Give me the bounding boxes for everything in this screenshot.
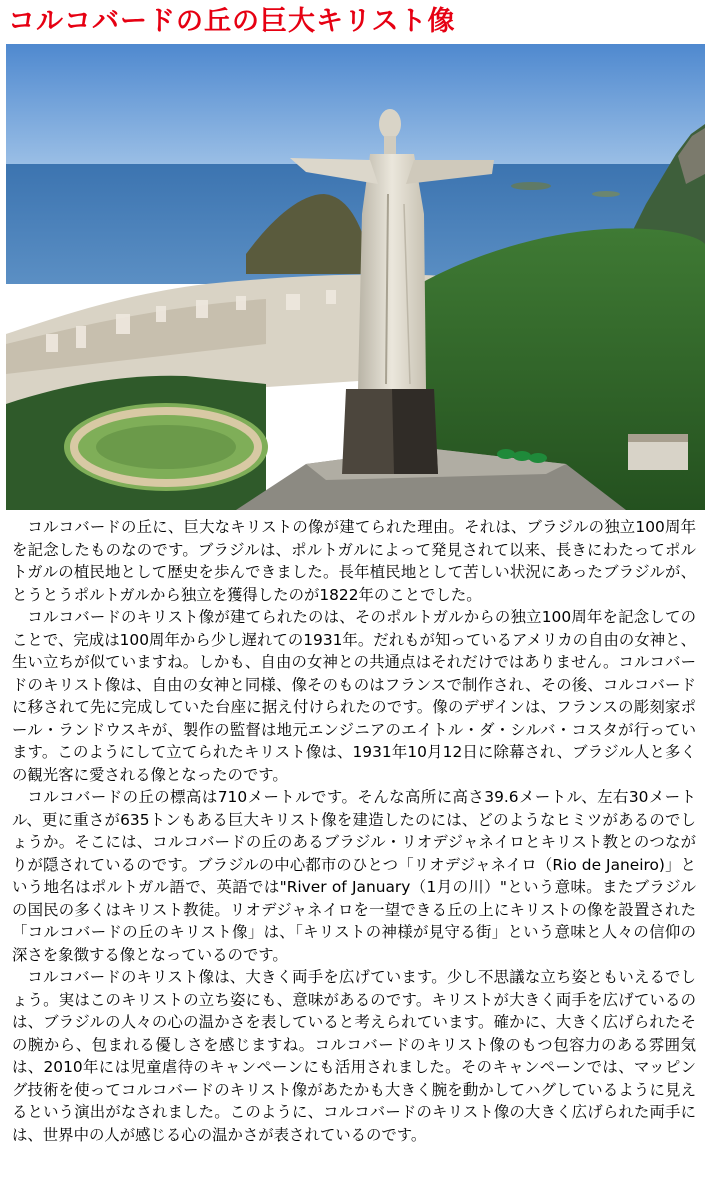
page-title: コルコバードの丘の巨大キリスト像 [8, 6, 456, 37]
article-body [6, 516, 696, 1146]
christ-the-redeemer-photo [6, 44, 705, 510]
paragraph-2: コルコバードのキリスト像が建てられたのは、そのポルトガルからの独立100周年を記念してのことで、完成は100周年から少し遅れての1931年。だれもが知っているアメリカの自由の女神と、生い立ちが似ていますね。しかも、自由の女神との共通点はそれだけではありません。コルコバードのキリスト像は、自由の女神と同様、像そのものはフランスで制作され、その後、コルコバードに移されて先に完成していた台座に据え付けられたのです。像のデザインは、フランスの彫刻家ポール・ランドウスキが、製作の監督は地元エンジニアのエイトル・ダ・シルバ・コスタが行っています。このようにして立てられたキリスト像は、1931年10月12日に除幕され、ブラジル人と多くの観光客に愛される像となったのです。 [12, 608, 696, 784]
paragraph-4: コルコバードのキリスト像は、大きく両手を広げています。少し不思議な立ち姿ともいえるでしょう。実はこのキリストの立ち姿にも、意味があるのです。キリストが大きく両手を広げているのは、ブラジルの人々の心の温かさを表していると考えられています。確かに、大きく広げられたその腕から、包まれる優しさを感じますね。コルコバードのキリスト像のもつ包容力のある雰囲気は、2010年には児童虐待のキャンペーンにも活用されました。そのキャンペーンでは、マッピング技術を使ってコルコバードのキリスト像があたかも大きく腕を動かしてハグしているように見えるという演出がなされました。このように、コルコバードのキリスト像の大きく広げられた両手には、世界中の人が感じる心の温かさが表されているのです。 [12, 968, 696, 1144]
paragraph-1: コルコバードの丘に、巨大なキリストの像が建てられた理由。それは、ブラジルの独立100周年を記念したものなのです。ブラジルは、ポルトガルによって発見されて以来、長きにわたってポルトガルの植民地として歴史を歩んできました。長年植民地として苦しい状況にあったブラジルが、とうとうポルトガルから独立を獲得したのが1822年のことでした。 [12, 518, 696, 604]
paragraph-3: コルコバードの丘の標高は710メートルです。そんな高所に高さ39.6メートル、左右30メートル、更に重さが635トンもある巨大キリスト像を建造したのには、どのようなヒミツがあるのでしょうか。そこには、コルコバードの丘のあるブラジル・リオデジャネイロとキリスト教とのつながりが隠されているのです。ブラジルの中心都市のひとつ「リオデジャネイロ（Rio de Janeiro)」という地名はポルトガル語で、英語では"River of January（1月の川）"という意味。またブラジルの国民の多くはキリスト教徒。リオデジャネイロを一望できる丘の上にキリストの像を設置された「コルコバードの丘のキリスト像」は、「キリストの神様が見守る街」という意味と人々の信仰の深さを象徴する像となっているのです。 [12, 788, 696, 964]
